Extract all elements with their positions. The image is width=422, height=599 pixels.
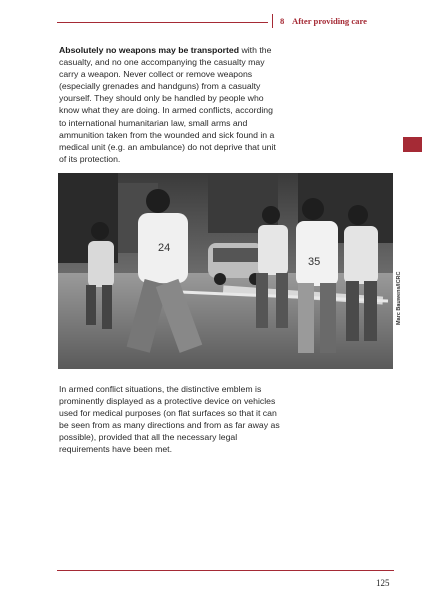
paragraph-weapons	[59, 44, 281, 165]
running-header	[280, 16, 367, 26]
paragraph-body: with the casualty, and no one accompanying the casualty may carry a weapon. Never collect or remove weapons (especially grenades and handguns) from a casualty yourself. They should only be handled by people who know what they are doing. In armed conflicts, according to international humanitarian law, small arms and ammunition taken from the wounded and sick found in a medical unit (e.g. an ambulance) do not deprive that unit of its protection.	[59, 45, 276, 164]
photo-illustration	[58, 173, 393, 369]
chapter-number: 8	[280, 16, 285, 26]
shirt-number-24: 24	[158, 242, 171, 254]
page-number: 125	[376, 578, 390, 588]
header-divider	[272, 14, 273, 28]
shirt-number-35: 35	[308, 256, 321, 268]
photo-credit: Marc Bauwens/ICRC	[396, 271, 402, 325]
photo-stretcher-bearers	[58, 173, 393, 369]
footer-rule	[57, 570, 394, 571]
paragraph-lead: Absolutely no weapons may be transported	[59, 45, 240, 55]
header-rule	[57, 22, 268, 23]
chapter-tab-marker	[403, 137, 422, 152]
paragraph-emblem: In armed conflict situations, the distinctive emblem is prominently displayed as a protective device on vehicles used for medical purposes (on flat surfaces so that it can be seen from as many directions and from as far away as possible), provided that all the necessary legal requirements have been met.	[59, 384, 280, 455]
chapter-title: After providing care	[291, 16, 367, 26]
